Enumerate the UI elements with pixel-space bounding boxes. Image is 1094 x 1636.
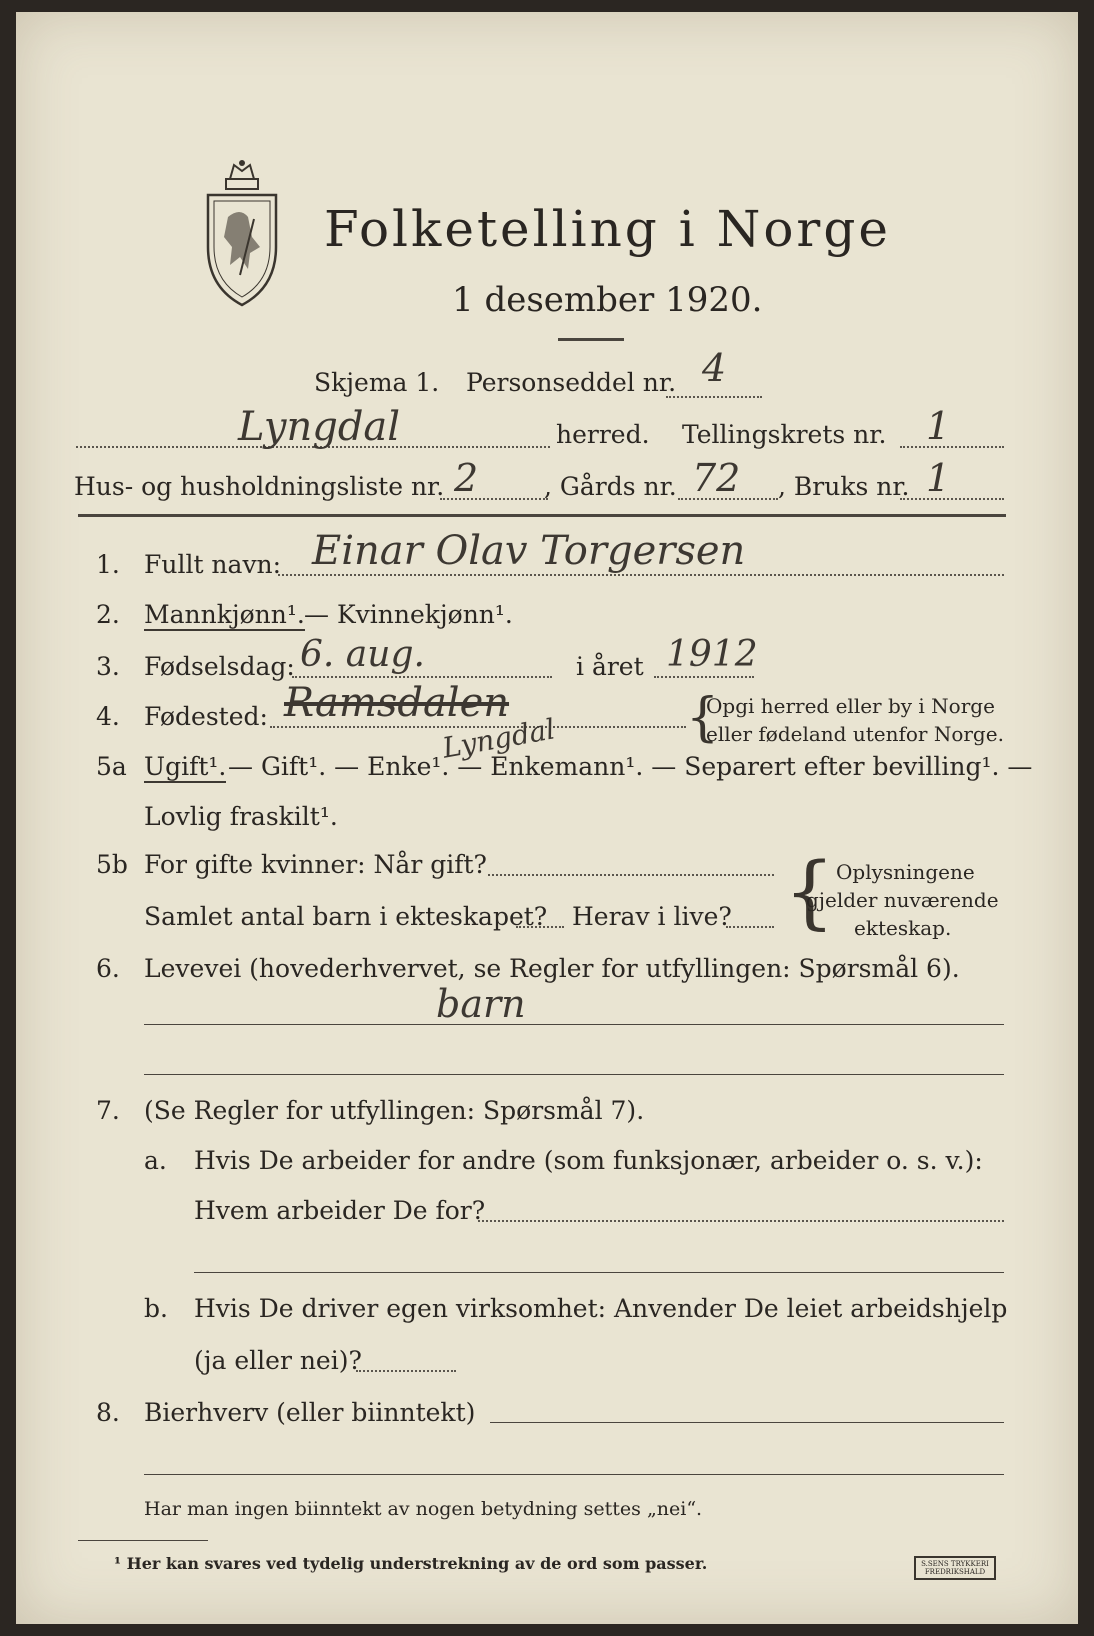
q3-line — [292, 676, 552, 678]
q5b-note-1: Oplysningene — [836, 860, 975, 884]
q5b-line-2 — [516, 926, 564, 928]
bruks-value[interactable]: 1 — [926, 456, 951, 500]
q5b-line-1 — [488, 874, 774, 876]
q7a-label-2: Hvem arbeider De for? — [194, 1196, 486, 1225]
q1-label: Fullt navn: — [144, 550, 282, 579]
q5b-line-3 — [726, 926, 774, 928]
herred-value[interactable]: Lyngdal — [238, 404, 401, 450]
personseddel-value[interactable]: 4 — [702, 346, 727, 390]
q4-value[interactable]: Ramsdalen — [284, 680, 510, 726]
q6-number: 6. — [96, 954, 120, 983]
q7b-label-2: (ja eller nei)? — [194, 1346, 362, 1375]
q5b-label-3: Herav i live? — [572, 902, 732, 931]
q5b-number: 5b — [96, 850, 128, 879]
q8-label: Bierhverv (eller biinntekt) — [144, 1398, 476, 1427]
q4-note-1: Opgi herred eller by i Norge — [706, 694, 995, 718]
q7-number: 7. — [96, 1096, 120, 1125]
hus-value[interactable]: 2 — [454, 456, 479, 500]
q5b-note-3: ekteskap. — [854, 916, 952, 940]
q4-note-2: eller fødeland utenfor Norge. — [706, 722, 1004, 746]
footnote: ¹ Her kan svares ved tydelig understrekning av de ord som passer. — [114, 1554, 708, 1573]
q2-number: 2. — [96, 600, 120, 629]
q8-number: 8. — [96, 1398, 120, 1427]
q2-mannkjonn[interactable]: Mannkjønn¹. — [144, 600, 305, 629]
q4-annotation[interactable]: Lyngdal — [439, 712, 558, 765]
q3-year-line — [654, 676, 754, 678]
form-title: Folketelling i Norge — [324, 200, 891, 258]
q4-label: Fødested: — [144, 702, 268, 731]
q5a-number: 5a — [96, 752, 127, 781]
q3-number: 3. — [96, 652, 120, 681]
footer-note: Har man ingen biinntekt av nogen betydning settes „nei“. — [144, 1498, 703, 1520]
footnote-divider — [78, 1540, 208, 1541]
q7b-number: b. — [144, 1294, 168, 1323]
tellingskrets-label: Tellingskrets nr. — [682, 420, 887, 449]
q3-label: Fødselsdag: — [144, 652, 295, 681]
q1-line — [278, 574, 1004, 576]
q8-line-1 — [490, 1422, 1004, 1423]
q6-line-2 — [144, 1074, 1004, 1075]
q1-value[interactable]: Einar Olav Torgersen — [312, 528, 746, 574]
gards-label: , Gårds nr. — [544, 472, 677, 501]
section-divider — [78, 514, 1006, 517]
q3-year-value[interactable]: 1912 — [666, 634, 758, 675]
q7a-line-1 — [478, 1220, 1004, 1222]
q7a-number: a. — [144, 1146, 167, 1175]
q7-label: (Se Regler for utfyllingen: Spørsmål 7). — [144, 1096, 645, 1125]
q1-number: 1. — [96, 550, 120, 579]
q5b-note-2: gjelder nuværende — [806, 888, 999, 912]
q3-year-label: i året — [576, 652, 644, 681]
q5b-brace: { — [784, 845, 835, 938]
coat-of-arms-icon — [200, 157, 284, 307]
q3-value[interactable]: 6. aug. — [300, 634, 425, 675]
schema-label: Skjema 1. — [314, 368, 440, 397]
q5a-lovlig-fraskilt[interactable]: Lovlig fraskilt¹. — [144, 802, 338, 831]
bruks-label: , Bruks nr. — [778, 472, 910, 501]
q7a-line-2 — [194, 1272, 1004, 1273]
q5b-label-2: Samlet antal barn i ekteskapet? — [144, 902, 548, 931]
q7a-label: Hvis De arbeider for andre (som funksjonær, arbeider o. s. v.): — [194, 1146, 983, 1175]
q5b-label-1: For gifte kvinner: Når gift? — [144, 850, 487, 879]
gards-value[interactable]: 72 — [692, 456, 741, 500]
q7b-line — [356, 1370, 456, 1372]
personseddel-label: Personseddel nr. — [466, 368, 677, 397]
tellingskrets-value[interactable]: 1 — [926, 404, 951, 448]
q6-line-1 — [144, 1024, 1004, 1025]
q2-kvinnekjonn[interactable]: — Kvinnekjønn¹. — [304, 600, 513, 629]
q6-value[interactable]: barn — [436, 982, 526, 1026]
q6-label: Levevei (hovederhvervet, se Regler for utfyllingen: Spørsmål 6). — [144, 954, 960, 983]
q5a-options[interactable]: — Gift¹. — Enke¹. — Enkemann¹. — Separert efter bevilling¹. — — [228, 752, 1033, 781]
form-date: 1 desember 1920. — [452, 280, 763, 320]
census-form — [16, 12, 1078, 1624]
q5a-ugift[interactable]: Ugift¹. — [144, 752, 227, 781]
personseddel-line — [666, 396, 762, 398]
herred-label: herred. — [556, 420, 650, 449]
hus-label: Hus- og husholdningsliste nr. — [74, 472, 445, 501]
bruks-line — [900, 498, 1004, 500]
tellingskrets-line — [900, 446, 1004, 448]
q4-number: 4. — [96, 702, 120, 731]
q7b-label: Hvis De driver egen virksomhet: Anvender De leiet arbeidshjelp — [194, 1294, 1008, 1323]
q8-line-2 — [144, 1474, 1004, 1475]
q4-brace: { — [686, 688, 720, 748]
printer-stamp: S.SENS TRYKKERI FREDRIKSHALD — [914, 1556, 996, 1580]
title-divider — [558, 338, 624, 341]
